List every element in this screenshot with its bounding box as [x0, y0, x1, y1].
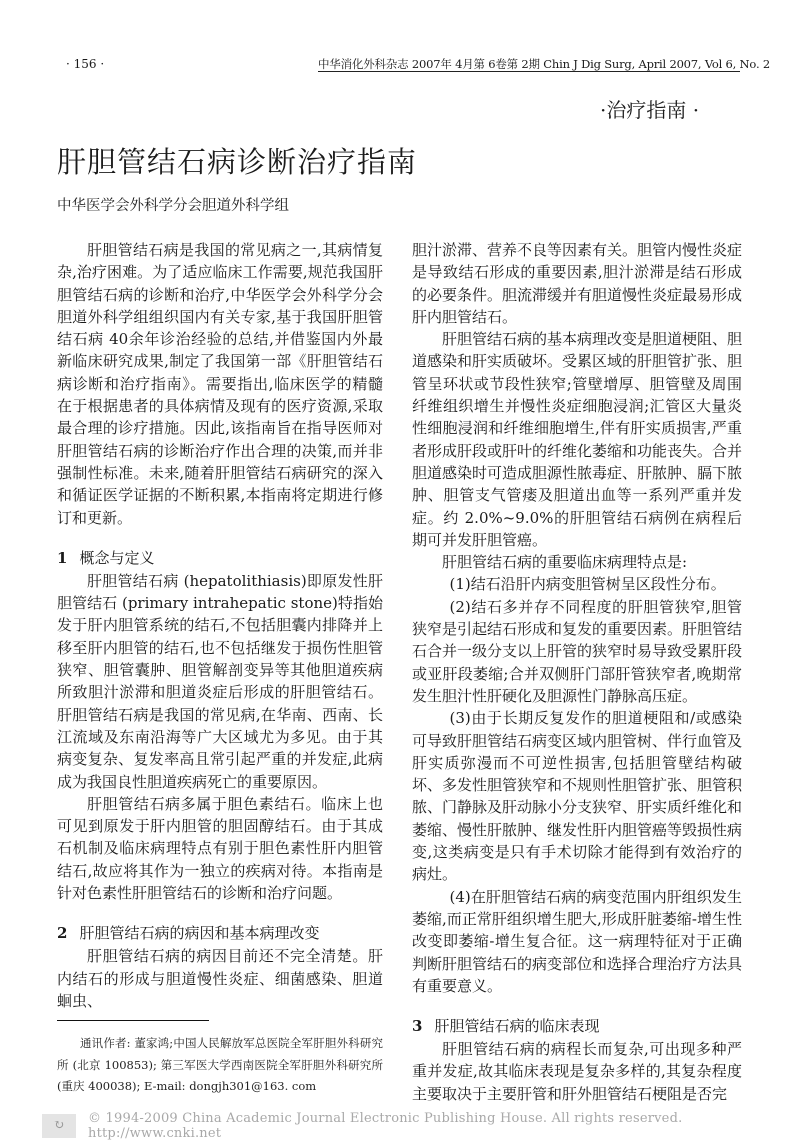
article-body — [53, 239, 743, 1141]
paragraph: 肝胆管结石病的基本病理改变是胆道梗阻、胆道感染和肝实质破坏。受累区域的肝胆管扩张、胆管呈环状或节段性狭窄;管壁增厚、胆管壁及周围纤维组织增生并慢性炎症细胞浸润;汇管区大量炎性细胞浸润和纤维细胞增生,伴有肝实质损害,严重者形成肝段或肝叶的纤维化萎缩和功能丧失。合并胆道感染时可造成胆源性脓毒症、肝脓肿、膈下脓肿、胆管支气管瘘及胆道出血等一系列严重并发症。约 2.0%~9.0%的肝胆管结石病例在病程后期可并发肝胆管癌。 — [412, 330, 743, 549]
paragraph: 肝胆管结石病 (hepatolithiasis)即原发性肝胆管结石 (primary intrahepatic stone)特指始发于肝内胆管系统的结石,不包括胆囊内排降并上移至肝内胆管的结石,也不包括继发于损伤性胆管狭窄、胆管囊肿、胆管解剖变异等其他胆道疾病所致胆汁淤滞和胆道炎症后形成的肝胆管结石。肝胆管结石病是我国的常见病,在华南、西南、长江流域及东南沿海等广大区域尤为多见。由于其病变复杂、复发率高且常引起严重的并发症,此病成为我国良性胆道疾病死亡的重要原因。 — [57, 571, 383, 791]
list-item: (2)结石多并存不同程度的肝胆管狭窄,胆管狭窄是引起结石形成和复发的重要因素。肝胆管结石合并一级分支以上肝管的狭窄时易导致受累肝段或亚肝段萎缩;合并双侧肝门部肝管狭窄者,晚期常发生胆汁性肝硬化及胆源性门静脉高压症。 — [412, 597, 743, 705]
paragraph: 胆汁淤滞、营养不良等因素有关。胆管内慢性炎症是导致结石形成的重要因素,胆汁淤滞是结石形成的必要条件。胆流滞缓并有胆道慢性炎症最易形成肝内胆管结石。 — [412, 241, 743, 326]
footnote: 通讯作者: 董家鸿;中国人民解放军总医院全军肝胆外科研究所 (北京 100853); 第三军医大学西南医院全军肝胆外科研究所 (重庆 400038); E-mail: dongjh301@163. com — [57, 1036, 383, 1094]
paragraph: 肝胆管结石病多属于胆色素结石。临床上也可见到原发于肝内胆管的胆固醇结石。由于其成石机制及临床病理特点有别于胆色素性肝内胆管结石,故应将其作为一独立的疾病对待。本指南是针对色素性肝胆管结石的诊断和治疗问题。 — [57, 794, 383, 903]
section-number: 1 — [57, 548, 68, 567]
article-author: 中华医学会外科学分会胆道外科学组 — [57, 198, 289, 214]
section-title: 概念与定义 — [79, 548, 155, 567]
publisher-logo-icon: ↻ — [42, 1114, 76, 1138]
article-title: 肝胆管结石病诊断治疗指南 — [57, 145, 418, 179]
section-number: 2 — [57, 924, 68, 943]
footnote-divider — [57, 1020, 209, 1021]
section-title: 肝胆管结石病的临床表现 — [434, 1017, 600, 1036]
section-2-heading — [57, 922, 383, 944]
paragraph: 肝胆管结石病的病因目前还不完全清楚。肝内结石的形成与胆道慢性炎症、细菌感染、胆道蛔虫、 — [57, 947, 383, 1010]
column-tag: ·治疗指南 · — [600, 98, 700, 122]
list-item: (3)由于长期反复发作的胆道梗阻和/或感染可导致肝胆管结石病变区域内胆管树、伴行血管及肝实质弥漫而不可逆性损害,包括胆管壁结构破坏、多发性胆管狭窄和不规则性胆管扩张、胆管积脓、门静脉及肝动脉小分支狭窄、肝实质纤维化和萎缩、慢性肝脓肿、继发性肝内胆管癌等毁损性病变,这类病变是只有手术切除才能得到有效治疗的病灶。 — [412, 709, 743, 884]
paragraph: 肝胆管结石病的病程长而复杂,可出现多种严重并发症,故其临床表现是复杂多样的,其复杂程度主要取决于主要肝管和肝外胆管结石梗阻是否完 — [412, 1040, 742, 1103]
section-title: 肝胆管结石病的病因和基本病理改变 — [79, 924, 320, 943]
section-number: 3 — [412, 1017, 423, 1036]
page-number: · 156 · — [66, 57, 105, 71]
list-item: (4)在肝胆管结石病的病变范围内肝组织发生萎缩,而正常肝组织增生肥大,形成肝脏萎缩-增生性改变即萎缩-增生复合征。这一病理特征对于正确判断肝胆管结石的病变部位和选择合理治疗方法具有重要意义。 — [412, 887, 743, 995]
intro-paragraph: 肝胆管结石病是我国的常见病之一,其病情复杂,治疗困难。为了适应临床工作需要,规范我国肝胆管结石病的诊断和治疗,中华医学会外科学分会胆道外科学组组织国内有关专家,基于我国肝胆管结石病 40余年诊治经验的总结,并借鉴国内外最新临床研究成果,制定了我国第一部《肝胆管结石病诊断和治疗指南》。需要指出,临床医学的精髓在于根据患者的具体病情及现有的医疗资源,采取最合理的诊疗措施。因此,该指南旨在指导医师对肝胆管结石病的诊断治疗作出合理的决策,而并非强制性标准。未来,随着肝胆管结石病研究的深入和循证医学证据的不断积累,本指南将定期进行修订和更新。 — [57, 241, 383, 527]
right-column — [412, 239, 742, 1105]
copyright-footer: © 1994-2009 China Academic Journal Electronic Publishing House. All rights reserved. http://www.cnki.net — [88, 1110, 683, 1141]
section-3-heading — [412, 1015, 742, 1037]
list-item: (1)结石沿肝内病变胆管树呈区段性分布。 — [449, 575, 726, 594]
left-column — [57, 239, 383, 1098]
paragraph: 肝胆管结石病的重要临床病理特点是: — [442, 553, 688, 572]
section-1-heading — [57, 547, 383, 569]
footer — [42, 1111, 742, 1141]
journal-header: 中华消化外科杂志 2007年 4月第 6卷第 2期 Chin J Dig Surg, April 2007, Vol 6, No. 2 — [318, 57, 770, 71]
